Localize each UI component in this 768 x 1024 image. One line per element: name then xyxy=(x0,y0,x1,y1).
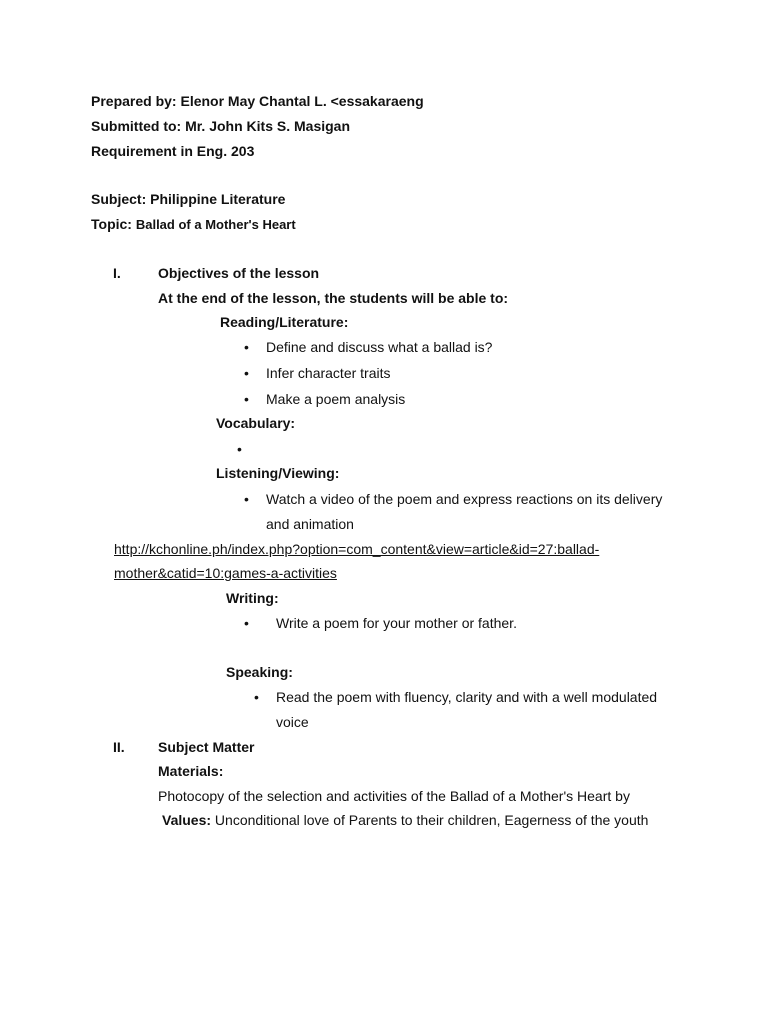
topic-label: Topic: xyxy=(91,216,136,232)
section-1-title: Objectives of the lesson xyxy=(158,265,320,281)
writing-item: Write a poem for your mother or father. xyxy=(276,615,517,631)
reading-item-3: Make a poem analysis xyxy=(266,391,406,407)
video-link-line2[interactable]: mother&catid=10:games-a-activities xyxy=(114,565,337,581)
requirement: Requirement in Eng. 203 xyxy=(91,143,255,159)
materials-label: Materials: xyxy=(158,763,224,779)
speaking-item-line2: voice xyxy=(276,714,309,730)
vocabulary-label: Vocabulary: xyxy=(216,415,296,431)
video-link-line1[interactable]: http://kchonline.ph/index.php?option=com_content&view=article&id=27:ballad- xyxy=(114,541,600,557)
objectives-intro: At the end of the lesson, the students will be able to: xyxy=(158,290,509,306)
reading-label: Reading/Literature: xyxy=(220,314,349,330)
section-2-number: II. xyxy=(113,739,125,755)
prepared-by: Prepared by: Elenor May Chantal L. <essakaraeng xyxy=(91,93,424,109)
values-label: Values: xyxy=(162,812,212,828)
listening-label: Listening/Viewing: xyxy=(216,465,340,481)
values-text: Unconditional love of Parents to their children, Eagerness of the youth xyxy=(211,812,649,828)
writing-label: Writing: xyxy=(226,590,279,606)
bullet-icon: • xyxy=(244,365,249,381)
submitted-to: Submitted to: Mr. John Kits S. Masigan xyxy=(91,118,351,134)
reading-item-1: Define and discuss what a ballad is? xyxy=(266,339,493,355)
bullet-icon: • xyxy=(237,441,242,457)
speaking-label: Speaking: xyxy=(226,664,293,680)
bullet-icon: • xyxy=(244,391,249,407)
subject-line: Subject: Philippine Literature xyxy=(91,191,286,207)
listening-item-line1: Watch a video of the poem and express reactions on its delivery xyxy=(266,491,663,507)
speaking-item-line1: Read the poem with fluency, clarity and with a well modulated xyxy=(276,689,658,705)
bullet-icon: • xyxy=(244,615,249,631)
values-line xyxy=(162,811,648,829)
reading-item-2: Infer character traits xyxy=(266,365,391,381)
bullet-icon: • xyxy=(244,491,249,507)
topic-value: Ballad of a Mother's Heart xyxy=(135,217,296,232)
topic-line xyxy=(91,215,296,234)
section-1-number: I. xyxy=(113,265,121,281)
listening-item-line2: and animation xyxy=(266,516,354,532)
bullet-icon: • xyxy=(254,689,259,705)
section-2-title: Subject Matter xyxy=(158,739,255,755)
bullet-icon: • xyxy=(244,339,249,355)
materials-text: Photocopy of the selection and activities of the Ballad of a Mother's Heart by xyxy=(158,788,630,804)
